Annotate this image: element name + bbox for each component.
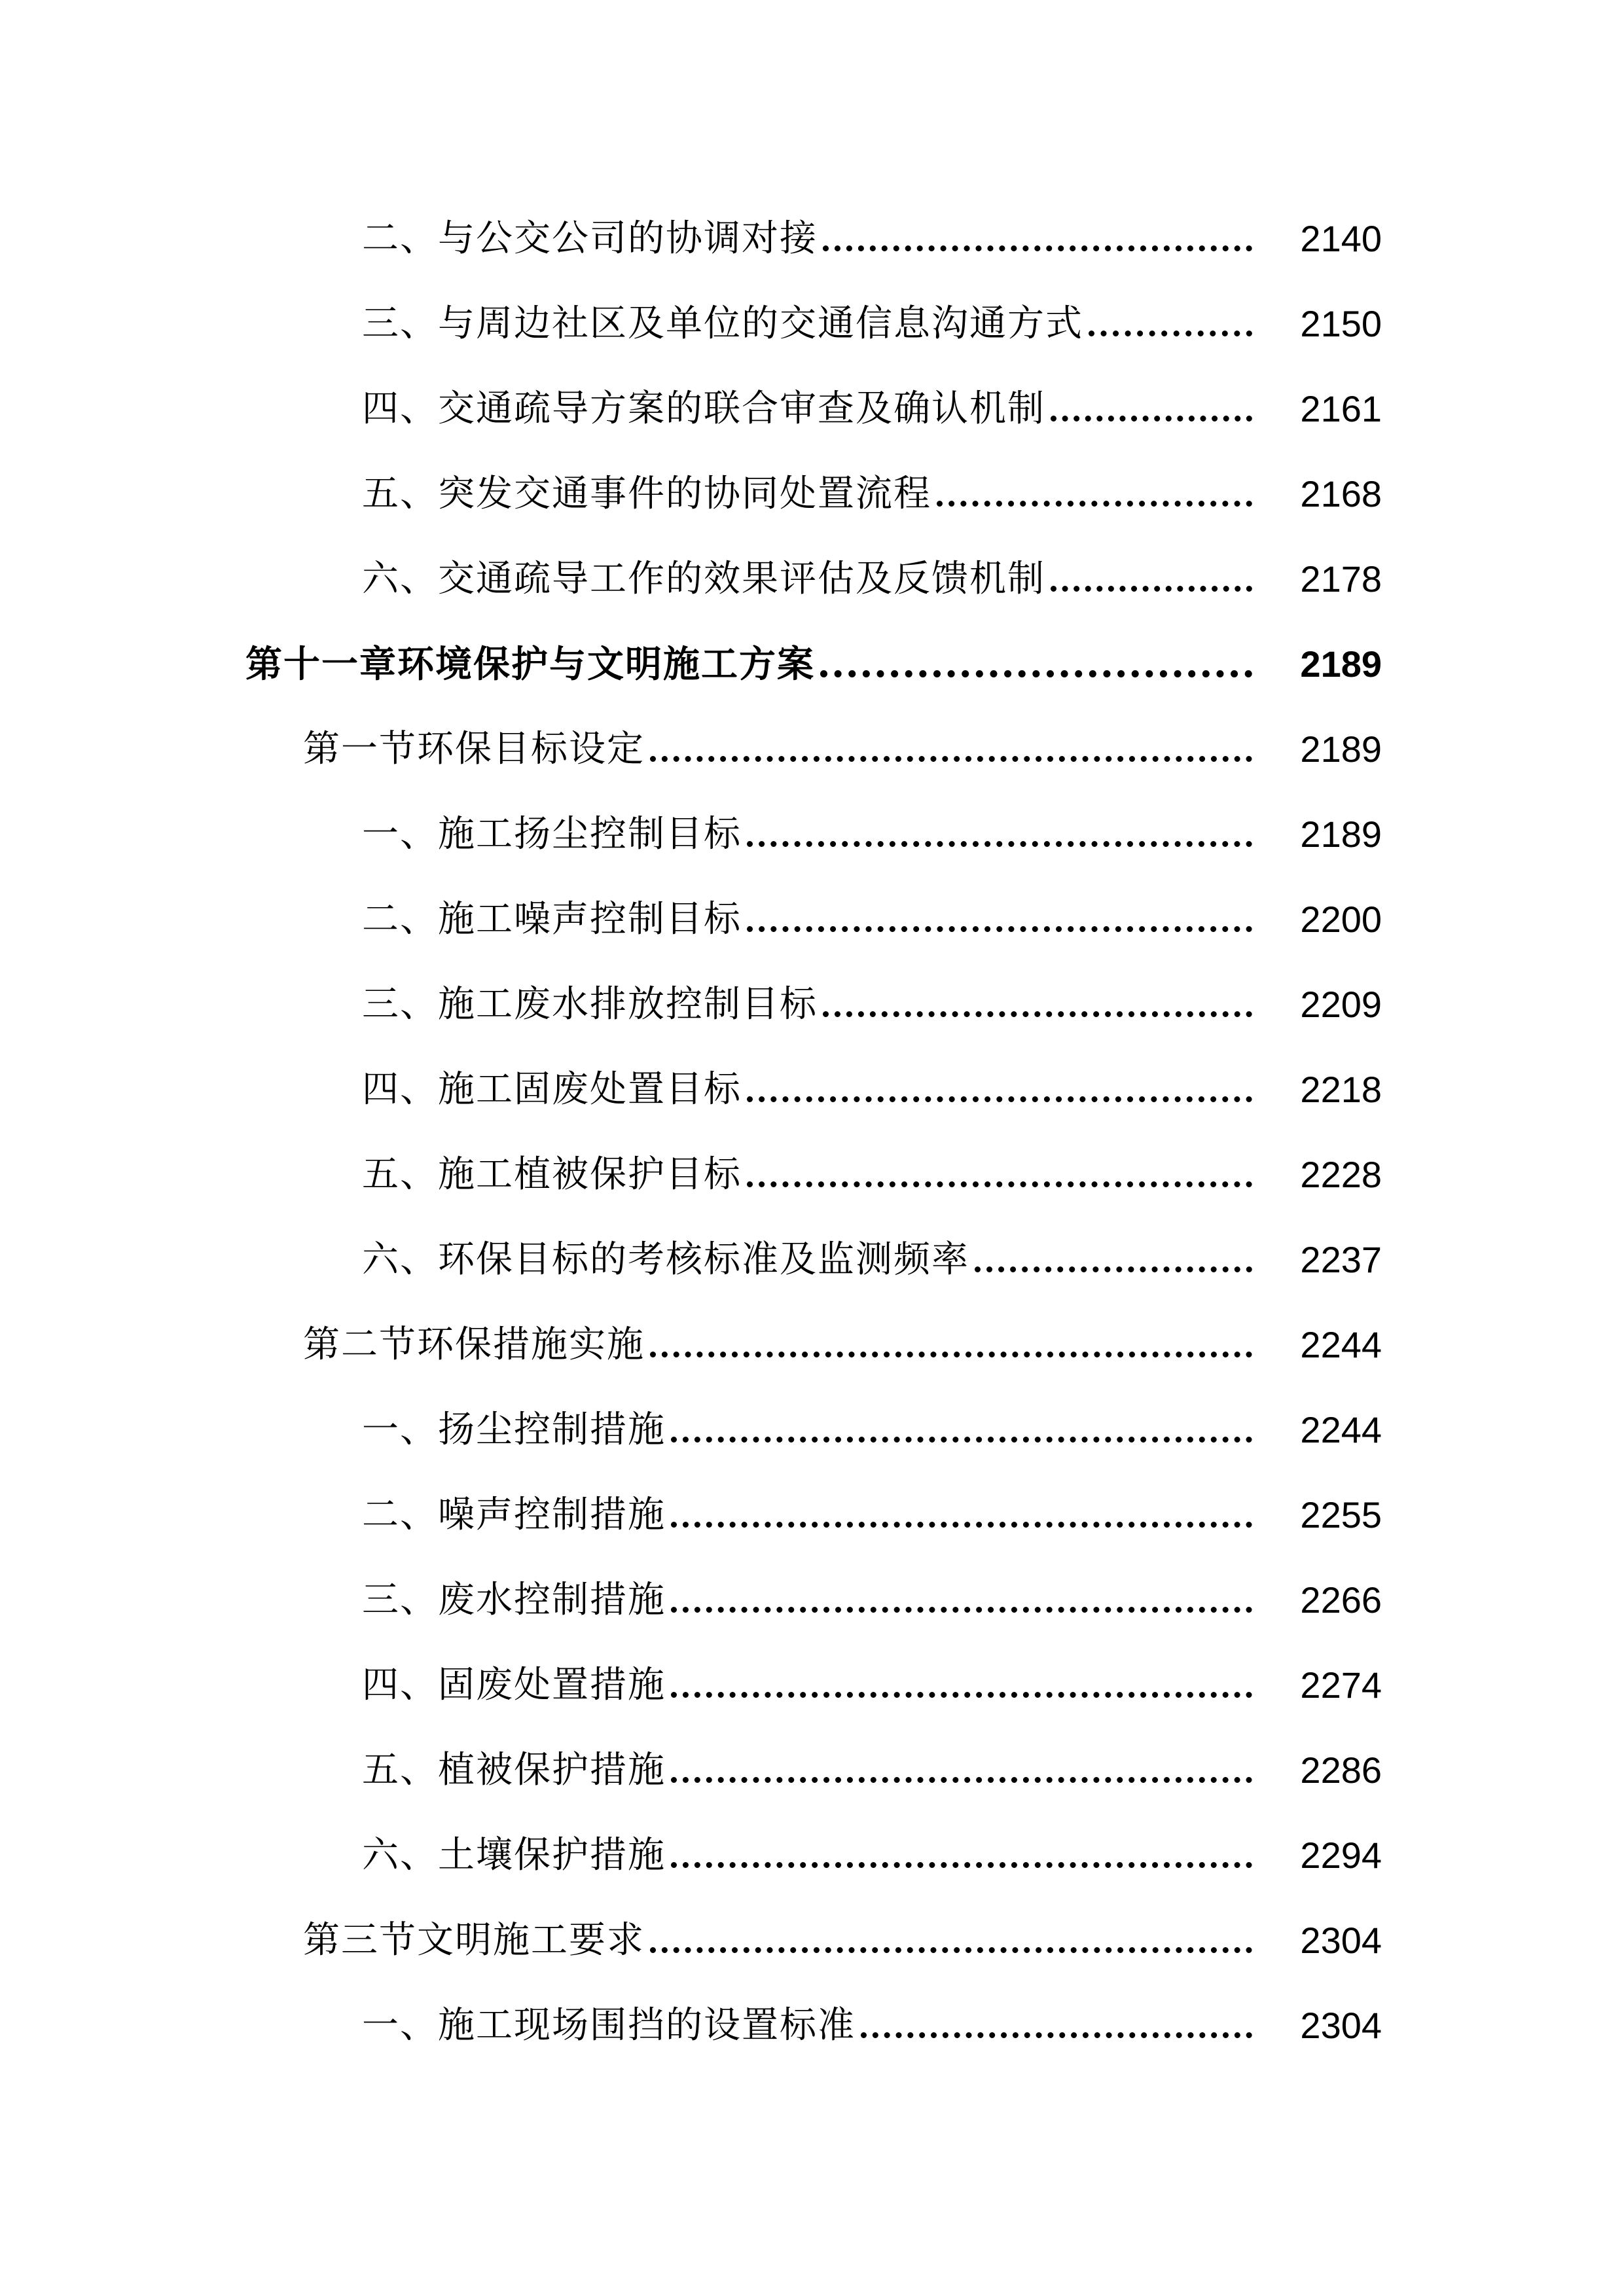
toc-entry[interactable] [0,281,1624,367]
toc-page-number: 2178 [1300,558,1382,600]
toc-entry-label: 第一节环保目标设定 [303,728,645,770]
toc-page-number: 2244 [1300,1324,1382,1365]
toc-entry-label: 二、施工噪声控制目标 [362,898,742,941]
dot-leader [1089,331,1252,336]
toc-entry[interactable] [0,1813,1624,1898]
dot-leader [747,841,1252,847]
toc-entry-label: 一、施工现场围挡的设置标准 [362,2004,856,2047]
toc-entry[interactable] [0,1217,1624,1302]
toc-entry[interactable] [0,962,1624,1047]
toc-page-number: 2294 [1300,1835,1382,1876]
toc-entry[interactable] [0,792,1624,877]
toc-entry-label: 六、交通疏导工作的效果评估及反馈机制 [362,558,1045,600]
toc-entry-label: 四、施工固废处置目标 [362,1068,742,1111]
toc-entry-label: 一、施工扬尘控制目标 [362,813,742,855]
dot-leader [650,756,1252,762]
dot-leader [671,1862,1252,1868]
toc-page-number: 2140 [1300,218,1382,259]
dot-leader [671,1437,1252,1443]
toc-entry[interactable] [0,1132,1624,1217]
toc-entry[interactable] [0,1728,1624,1813]
toc-page-number: 2161 [1300,388,1382,429]
toc-entry-label: 六、土壤保护措施 [362,1834,666,1876]
toc-entry[interactable] [0,1643,1624,1728]
toc-page-number: 2286 [1300,1749,1382,1791]
dot-leader [747,926,1252,932]
dot-leader [650,1352,1252,1357]
dot-leader [823,1011,1252,1017]
toc-entry-label: 第十一章环境保护与文明施工方案 [245,643,815,686]
toc-entry-label: 第二节环保措施实施 [303,1323,645,1366]
toc-page-number: 2150 [1300,303,1382,344]
toc-entry-label: 二、与公交公司的协调对接 [362,217,818,260]
toc-page-number: 2189 [1300,728,1382,770]
dot-leader [861,2032,1252,2038]
toc-page-number: 2244 [1300,1409,1382,1450]
toc-entry[interactable] [0,1558,1624,1643]
toc-section-entry[interactable] [0,1898,1624,1983]
dot-leader [747,1096,1252,1102]
toc-entry-label: 五、施工植被保护目标 [362,1153,742,1196]
toc-page-number: 2274 [1300,1664,1382,1706]
toc-chapter-entry[interactable] [0,622,1624,707]
dot-leader [671,1522,1252,1528]
toc-page-number: 2200 [1300,899,1382,940]
toc-entry-label: 三、废水控制措施 [362,1579,666,1621]
toc-entry[interactable] [0,1388,1624,1473]
dot-leader [671,1607,1252,1613]
toc-entry-label: 三、与周边社区及单位的交通信息沟通方式 [362,302,1083,345]
dot-leader [820,670,1252,677]
toc-entry-label: 二、噪声控制措施 [362,1494,666,1536]
dot-leader [671,1692,1252,1698]
dot-leader [671,1777,1252,1783]
toc-page-number: 2189 [1300,814,1382,855]
dot-leader [747,1181,1252,1187]
toc-page-number: 2304 [1300,2005,1382,2046]
toc-page-number: 2189 [1300,643,1382,685]
toc-entry[interactable] [0,1047,1624,1132]
toc-page-number: 2255 [1300,1494,1382,1535]
dot-leader [823,245,1252,251]
toc-entry-label: 三、施工废水排放控制目标 [362,983,818,1026]
toc-page-number: 2218 [1300,1069,1382,1110]
toc-page-number: 2168 [1300,473,1382,514]
dot-leader [975,1266,1252,1272]
toc-entry-label: 四、固废处置措施 [362,1664,666,1706]
toc-entry[interactable] [0,367,1624,452]
toc-entry-label: 四、交通疏导方案的联合审查及确认机制 [362,387,1045,430]
toc-section-entry[interactable] [0,1302,1624,1388]
toc-entry[interactable] [0,196,1624,281]
dot-leader [1051,416,1252,422]
toc-entry-label: 第三节文明施工要求 [303,1919,645,1962]
toc-entry[interactable] [0,537,1624,622]
toc-page-number: 2304 [1300,1920,1382,1961]
dot-leader [1051,586,1252,592]
toc-entry[interactable] [0,452,1624,537]
toc-page-number: 2266 [1300,1579,1382,1621]
toc-entry-label: 一、扬尘控制措施 [362,1408,666,1451]
toc-page-number: 2237 [1300,1239,1382,1280]
toc-entry[interactable] [0,1983,1624,2068]
toc-entry[interactable] [0,1473,1624,1558]
toc-entry-label: 六、环保目标的考核标准及监测频率 [362,1238,969,1281]
toc-page-number: 2209 [1300,984,1382,1025]
dot-leader [650,1947,1252,1953]
toc-entry-label: 五、植被保护措施 [362,1749,666,1791]
dot-leader [937,501,1252,507]
toc-entry[interactable] [0,877,1624,962]
table-of-contents [0,196,1624,2068]
toc-entry-label: 五、突发交通事件的协同处置流程 [362,473,931,515]
toc-section-entry[interactable] [0,707,1624,792]
toc-page-number: 2228 [1300,1154,1382,1195]
